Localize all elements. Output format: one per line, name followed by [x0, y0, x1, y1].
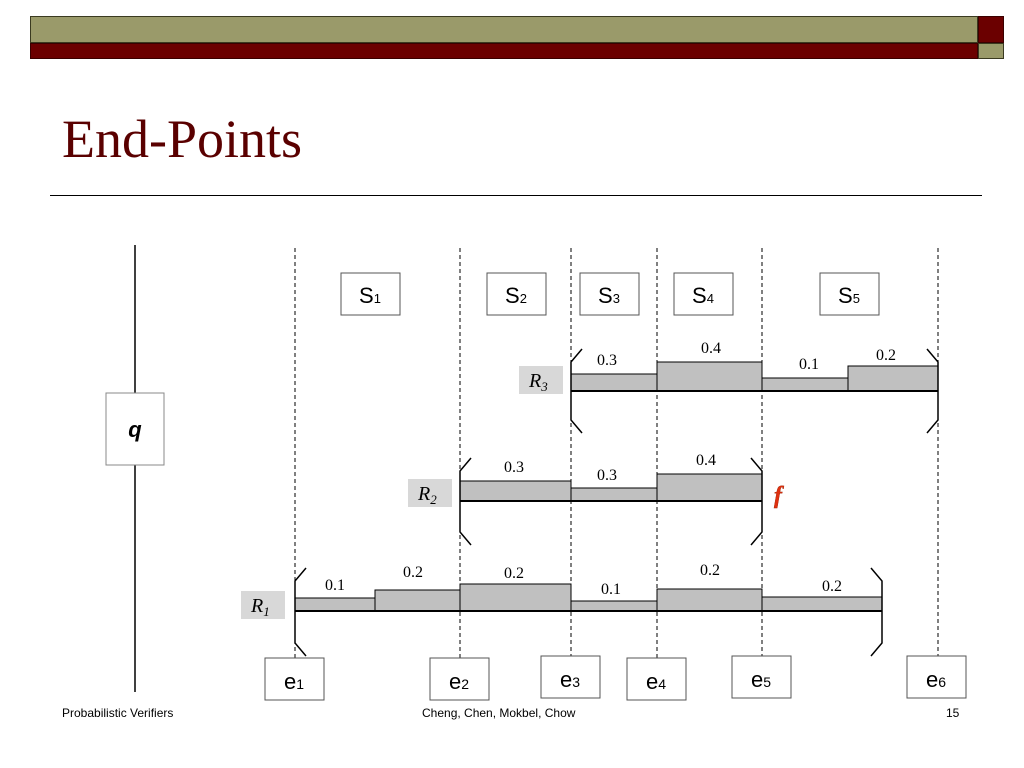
prob-label: 0.1	[601, 581, 621, 598]
prob-label: 0.3	[504, 459, 524, 476]
svg-text:e1: e1	[283, 669, 305, 694]
prob-bar	[762, 597, 882, 611]
svg-text:S3: S3	[598, 283, 620, 308]
prob-bar	[848, 366, 938, 391]
prob-bar	[571, 488, 657, 501]
svg-text:S2: S2	[505, 283, 527, 308]
svg-text:S4: S4	[692, 283, 714, 308]
prob-label: 0.2	[700, 562, 720, 579]
segment-box-2	[487, 273, 546, 315]
prob-label: 0.1	[325, 577, 345, 594]
svg-text:e5: e5	[750, 667, 772, 692]
prob-label: 0.3	[597, 352, 617, 369]
range-r1	[241, 562, 882, 656]
range-label-r1: $R_1$	[251, 595, 270, 619]
svg-text:S5: S5	[838, 283, 860, 308]
prob-label: 0.1	[799, 356, 819, 373]
svg-text:e2: e2	[448, 669, 470, 694]
endpoint-box-4	[627, 658, 686, 700]
prob-bar	[657, 362, 762, 391]
slide-title: End-Points	[62, 109, 303, 169]
prob-bar	[460, 584, 571, 611]
prob-label: 0.4	[696, 452, 716, 469]
prob-bar	[571, 601, 657, 611]
prob-bar	[657, 589, 762, 611]
prob-bar	[571, 374, 657, 391]
prob-bar	[295, 598, 375, 611]
segment-box-5	[820, 273, 879, 315]
page-number: 15	[946, 706, 960, 720]
svg-text:e3: e3	[559, 667, 581, 692]
prob-label: 0.3	[597, 467, 617, 484]
segment-box-1	[341, 273, 400, 315]
svg-text:e6: e6	[925, 667, 947, 692]
prob-label: 0.2	[876, 347, 896, 364]
query-label: q	[128, 417, 142, 442]
endpoint-box-5	[732, 656, 791, 698]
segment-box-3	[580, 273, 639, 315]
endpoint-box-3	[541, 656, 600, 698]
range-label-r2: $R_2$	[418, 483, 437, 507]
range-r2	[408, 452, 784, 545]
range-r3	[519, 340, 938, 433]
prob-label: 0.2	[504, 565, 524, 582]
endpoint-box-1	[265, 658, 324, 700]
prob-bar	[657, 474, 762, 501]
prob-bar	[762, 378, 848, 391]
svg-text:e4: e4	[645, 669, 667, 694]
endpoint-box-6	[907, 656, 966, 698]
segment-box-4	[674, 273, 733, 315]
footer-center: Cheng, Chen, Mokbel, Chow	[422, 706, 576, 720]
prob-label: 0.2	[403, 564, 423, 581]
f-label: f	[774, 483, 782, 509]
prob-bar	[375, 590, 460, 611]
footer-left: Probabilistic Verifiers	[62, 706, 174, 720]
prob-label: 0.2	[822, 578, 842, 595]
prob-label: 0.4	[701, 340, 721, 357]
endpoint-box-2	[430, 658, 489, 700]
range-label-r3: $R_3$	[529, 370, 548, 394]
prob-bar	[460, 481, 571, 501]
svg-text:S1: S1	[359, 283, 381, 308]
